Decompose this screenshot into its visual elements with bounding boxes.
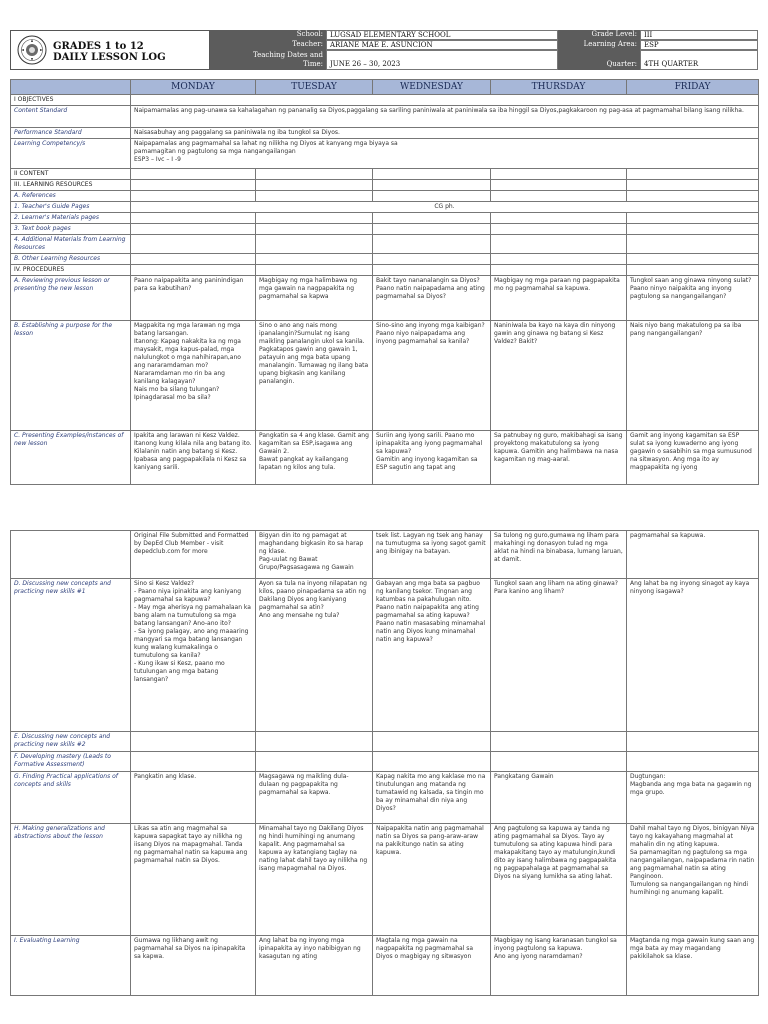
procedure-h-label: H. Making generalizations and abstractions about the lesson bbox=[11, 824, 131, 936]
area-label: Learning Area: bbox=[558, 40, 640, 50]
other-resources-label: B. Other Learning Resources bbox=[11, 254, 131, 265]
blank bbox=[373, 235, 491, 254]
content-standard-label: Content Standard bbox=[11, 106, 131, 128]
lesson-table-page-1 bbox=[10, 79, 759, 485]
blank bbox=[256, 213, 373, 224]
blank bbox=[256, 235, 373, 254]
blank bbox=[627, 213, 759, 224]
procedure-i-label: I. Evaluating Learning bbox=[11, 936, 131, 996]
continuation-monday: Original File Submitted and Formatted by DepEd Club Member - visit depedclub.com for more bbox=[131, 531, 256, 579]
procedure-h-tuesday: Minamahal tayo ng Dakilang Diyos ng hindi humihingi ng anumang kapalit. Ang pagmamahal sa kapuwa ay katangiang taglay na nating lahat dahil tayo ay nilikha ng isang mapagmahal na Diyos. bbox=[256, 824, 373, 936]
blank bbox=[256, 169, 373, 180]
lesson-log-page-1 bbox=[0, 0, 768, 476]
procedure-d-monday: Sino si Kesz Valdez? - Paano niya ipinakita ang kaniyang pagmamahal sa kapuwa? - May mga aherisya ng pamahalaan ka bang alam na tumutulong sa mga batang lansangan? Ano-ano ito? - Sa iyong palagay, ano ang maaaring mangyari sa mga batang lansangan kung walang kumakalinga o tumutulong sa kanila? - Kung ikaw si Kesz, paano mo tutulungan ang mga batang lansangan? bbox=[131, 579, 256, 732]
procedure-b-label: B. Establishing a purpose for the lesson bbox=[11, 321, 131, 431]
blank-header-cell bbox=[11, 80, 131, 95]
procedure-f-label: F. Developing mastery (Leads to Formative Assessment) bbox=[11, 752, 131, 772]
procedure-g-tuesday: Magsagawa ng maikling dula-dulaan ng pagpapakita ng pagmamahal sa kapwa. bbox=[256, 772, 373, 824]
title-line-1: GRADES 1 to 12 bbox=[53, 41, 144, 52]
procedure-row-a bbox=[11, 276, 759, 321]
deped-seal-icon bbox=[17, 35, 47, 65]
blank bbox=[256, 254, 373, 265]
procedure-a-wednesday: Bakit tayo nananalangin sa Diyos? Paano natin naipapadama ang ating pagmamahal sa Diyos? bbox=[373, 276, 491, 321]
blank bbox=[627, 265, 759, 276]
procedure-d-tuesday: Ayon sa tula na inyong nilapatan ng kilos, paano pinapadama sa atin ng Dakilang Diyos ang kaniyang pagmamahal sa atin? Ano ang mensahe ng tula? bbox=[256, 579, 373, 732]
continuation-thursday: Sa tulong ng guro,gumawa ng liham para makahingi ng donasyon tulad ng mga aklat na hindi na binabasa, lumang laruan, at damit. bbox=[491, 531, 627, 579]
blank bbox=[491, 191, 627, 202]
performance-standard-text: Naisasabuhay ang paggalang sa paniniwala ng iba tungkol sa Diyos. bbox=[131, 128, 759, 139]
procedure-i-friday: Magtanda ng mga gawain kung saan ang mga bata ay may magandang pakikilahok sa klase. bbox=[627, 936, 759, 996]
lesson-log-header bbox=[10, 30, 758, 70]
procedure-b-monday: Magpakita ng mga larawan ng mga batang larsangan. Itanong: Kapag nakakita ka ng mga maysakit, mga kapus-palad, mga nalulungkot o mga nahihirapan,ano ang nararamdaman mo? Nararamdaman mo rin ba ang kanilang kalagayan? Nais mo ba silang tulungan? Ipinagdarasal mo ba sila? bbox=[131, 321, 256, 431]
area-value: ESP bbox=[640, 40, 758, 50]
blank bbox=[373, 180, 491, 191]
dates-label: Teaching Dates and Time: bbox=[210, 50, 326, 70]
blank bbox=[131, 169, 256, 180]
procedure-h-thursday: Ang pagtulong sa kapuwa ay tanda ng ating pagmamahal sa Diyos. Tayo ay tumutulong sa ating kapuwa hindi para makapakitang tayo ay matulungin,kundi dito ay isang halimbawa ng pagpapakita ng pagpapahalaga at pagmamahal sa Diyos na siyang lumikha sa ating lahat. bbox=[491, 824, 627, 936]
day-tuesday: TUESDAY bbox=[256, 80, 373, 95]
other-resources-row bbox=[11, 254, 759, 265]
performance-standard-label: Performance Standard bbox=[11, 128, 131, 139]
logo-box bbox=[10, 30, 210, 70]
blank bbox=[131, 254, 256, 265]
grade-label: Grade Level: bbox=[558, 30, 640, 40]
blank bbox=[491, 254, 627, 265]
procedure-g-thursday: Pangkatang Gawain bbox=[491, 772, 627, 824]
teacher-value: ARIANE MAE E. ASUNCION bbox=[326, 40, 558, 50]
learner-materials-label: 2. Learner's Materials pages bbox=[11, 213, 131, 224]
day-friday: FRIDAY bbox=[627, 80, 759, 95]
procedure-b-thursday: Naniniwala ba kayo na kaya din ninyong gawin ang ginawa ng batang si Kesz Valdez? Bakit? bbox=[491, 321, 627, 431]
blank bbox=[131, 191, 256, 202]
procedure-b-wednesday: Sino-sino ang inyong mga kaibigan? Paano niyo naipapadama ang inyong pagmamahal sa kanila? bbox=[373, 321, 491, 431]
lesson-log-page-2 bbox=[0, 530, 768, 1024]
procedure-g-wednesday: Kapag nakita mo ang kaklase mo na tinutulungan ang matanda ng tumatawid ng kalsada, sa tingin mo ba ay minamahal din niya ang Diyos? bbox=[373, 772, 491, 824]
blank bbox=[627, 235, 759, 254]
day-thursday: THURSDAY bbox=[491, 80, 627, 95]
quarter-label: Quarter: bbox=[558, 60, 640, 70]
continuation-row bbox=[11, 531, 759, 579]
resources-heading: III. LEARNING RESOURCES bbox=[11, 180, 131, 191]
procedure-i-monday: Gumawa ng likhang awit ng pagmamahal sa Diyos na ipinapakita sa kapwa. bbox=[131, 936, 256, 996]
blank bbox=[491, 235, 627, 254]
content-heading: II CONTENT bbox=[11, 169, 131, 180]
school-value: LUGSAD ELEMENTARY SCHOOL bbox=[326, 30, 558, 40]
procedure-row-d bbox=[11, 579, 759, 732]
blank bbox=[373, 213, 491, 224]
procedure-i-thursday: Magbigay ng isang karanasan tungkol sa inyong pagtulong sa kapuwa. Ano ang iyong naramdaman? bbox=[491, 936, 627, 996]
procedure-f-monday bbox=[131, 752, 256, 772]
procedure-f-tuesday bbox=[256, 752, 373, 772]
blank bbox=[131, 213, 256, 224]
blank bbox=[256, 191, 373, 202]
additional-materials-row bbox=[11, 235, 759, 254]
teacher-guide-label: 1. Teacher's Guide Pages bbox=[11, 202, 131, 213]
procedure-c-label: C. Presenting Examples/instances of new lesson bbox=[11, 431, 131, 485]
blank bbox=[131, 235, 256, 254]
competency-text: Naipapamalas ang pagmamahal sa lahat ng nilikha ng Diyos at kanyang mga biyaya sa pamamagitan ng pagtulong sa mga nangangailangan ESP3 – Ivc – I -9 bbox=[131, 139, 759, 169]
learner-materials-row bbox=[11, 213, 759, 224]
blank bbox=[627, 191, 759, 202]
procedure-f-wednesday bbox=[373, 752, 491, 772]
procedure-row-b bbox=[11, 321, 759, 431]
procedure-h-friday: Dahil mahal tayo ng Diyos, binigyan Niya tayo ng kakayahang magmahal at mahalin din ng ating kapuwa. Sa pamamagitan ng pagtulong sa mga nangangailangan, naipapadama rin natin ang pagmamahal natin sa ating Panginoon. Tumulong sa nangangailangan ng hindi humihingi ng anumang kapalit. bbox=[627, 824, 759, 936]
blank bbox=[373, 254, 491, 265]
procedures-row bbox=[11, 265, 759, 276]
procedure-d-thursday: Tungkol saan ang liham na ating ginawa? Para kanino ang liham? bbox=[491, 579, 627, 732]
procedure-row-f bbox=[11, 752, 759, 772]
blank bbox=[256, 224, 373, 235]
cg-pages: CG ph. bbox=[131, 202, 759, 213]
procedure-row-e bbox=[11, 732, 759, 752]
continuation-label bbox=[11, 531, 131, 579]
blank bbox=[491, 224, 627, 235]
teacher-guide-row bbox=[11, 202, 759, 213]
blank bbox=[131, 265, 256, 276]
procedure-f-friday bbox=[627, 752, 759, 772]
continuation-tuesday: Bigyan din ito ng pamagat at maghandang bigkasin ito sa harap ng klase. Pag-uulat ng Bawat Grupo/Pagsasagawa ng Gawain bbox=[256, 531, 373, 579]
procedure-a-monday: Paano naipapakita ang paninindigan para sa kabutihan? bbox=[131, 276, 256, 321]
procedure-g-monday: Pangkatin ang klase. bbox=[131, 772, 256, 824]
procedure-i-wednesday: Magtala ng mga gawain na nagpapakita ng pagmamahal sa Diyos o magbigay ng sitwasyon bbox=[373, 936, 491, 996]
procedure-b-tuesday: Sino o ano ang nais mong ipanalangin?Sumulat ng isang maikling panalangin ukol sa kanila. Pagkatapos gawin ang gawain 1, patayuin ang mga bata upang manalangin. Tumawag ng ilang bata upang bigkasin ang kanilang panalangin. bbox=[256, 321, 373, 431]
procedure-row-c bbox=[11, 431, 759, 485]
objectives-blank bbox=[131, 95, 759, 106]
procedure-a-tuesday: Magbigay ng mga halimbawa ng mga gawain na nagpapakita ng pagmamahal sa kapwa bbox=[256, 276, 373, 321]
procedure-row-h bbox=[11, 824, 759, 936]
textbook-row bbox=[11, 224, 759, 235]
procedure-g-friday: Dugtungan: Magbanda ang mga bata na gagawin ng mga grupo. bbox=[627, 772, 759, 824]
continuation-friday: pagmamahal sa kapuwa. bbox=[627, 531, 759, 579]
blank bbox=[627, 180, 759, 191]
textbook-label: 3. Text book pages bbox=[11, 224, 131, 235]
content-standard-text: Naipamamalas ang pag-unawa sa kahalagahan ng pananalig sa Diyos,paggalang sa sariling paniniwala at paniniwala sa iba hinggil sa Diyos,pagkakaroon ng pag-asa at pagmamahal bilang isang nilikha. bbox=[131, 106, 759, 128]
procedure-e-label: E. Discussing new concepts and practicing new skills #2 bbox=[11, 732, 131, 752]
procedure-d-friday: Ang lahat ba ng inyong sinagot ay kaya ninyong isagawa? bbox=[627, 579, 759, 732]
blank bbox=[131, 180, 256, 191]
blank bbox=[627, 224, 759, 235]
log-title bbox=[53, 41, 166, 63]
procedure-c-friday: Gamit ang inyong kagamitan sa ESP sulat sa iyong kuwaderno ang iyong gagawin o sasabihin sa mga sumusunod na sitwasyon. Ang mga ito ay magpapakita ng iyong bbox=[627, 431, 759, 485]
blank bbox=[627, 254, 759, 265]
procedure-e-tuesday bbox=[256, 732, 373, 752]
procedure-e-thursday bbox=[491, 732, 627, 752]
blank bbox=[373, 191, 491, 202]
title-line-2: DAILY LESSON LOG bbox=[53, 52, 166, 63]
procedure-h-wednesday: Naipapakita natin ang pagmamahal natin sa Diyos sa pang-araw-araw na pakikitungo natin sa ating kapuwa. bbox=[373, 824, 491, 936]
procedure-a-friday: Tungkol saan ang ginawa ninyong sulat? Paano ninyo naipakita ang inyong pagtulong sa nangangailangan? bbox=[627, 276, 759, 321]
procedure-c-monday: Ipakita ang larawan ni Kesz Valdez. Itanong kung kilala nila ang batang ito. Kilalanin natin ang batang si Kesz. Ipabasa ang pagpapakilala ni Kesz sa kaniyang sarili. bbox=[131, 431, 256, 485]
blank bbox=[373, 224, 491, 235]
blank bbox=[491, 265, 627, 276]
objectives-heading: I OBJECTIVES bbox=[11, 95, 131, 106]
blank bbox=[373, 169, 491, 180]
blank bbox=[131, 224, 256, 235]
blank bbox=[491, 169, 627, 180]
additional-materials-label: 4. Additional Materials from Learning Resources bbox=[11, 235, 131, 254]
blank bbox=[491, 213, 627, 224]
procedure-e-wednesday bbox=[373, 732, 491, 752]
procedure-h-monday: Likas sa atin ang magmahal sa kapuwa sapagkat tayo ay nilikha ng iisang Diyos na mapagmahal. Tanda ng pagmamahal natin sa kapuwa ang pagmamahal natin sa Diyos. bbox=[131, 824, 256, 936]
procedures-heading: IV. PROCEDURES bbox=[11, 265, 131, 276]
references-row bbox=[11, 191, 759, 202]
blank bbox=[491, 180, 627, 191]
header-info-grid bbox=[210, 30, 758, 70]
dates-value: JUNE 26 – 30, 2023 bbox=[326, 50, 558, 70]
lesson-table-page-2 bbox=[10, 530, 759, 996]
procedure-g-label: G. Finding Practical applications of concepts and skills bbox=[11, 772, 131, 824]
procedure-d-label: D. Discussing new concepts and practicing new skills #1 bbox=[11, 579, 131, 732]
blank bbox=[373, 265, 491, 276]
day-header-row bbox=[11, 80, 759, 95]
day-monday: MONDAY bbox=[131, 80, 256, 95]
blank bbox=[627, 169, 759, 180]
procedure-f-thursday bbox=[491, 752, 627, 772]
procedure-e-friday bbox=[627, 732, 759, 752]
resources-row bbox=[11, 180, 759, 191]
school-label: School: bbox=[210, 30, 326, 40]
grade-value: III bbox=[640, 30, 758, 40]
procedure-c-tuesday: Pangkatin sa 4 ang klase. Gamit ang kagamitan sa ESP,isagawa ang Gawain 2. Bawat pangkat ay kailangang lapatan ng kilos ang tula. bbox=[256, 431, 373, 485]
procedure-b-friday: Nais niyo bang makatulong pa sa iba pang nangangailangan? bbox=[627, 321, 759, 431]
competency-row bbox=[11, 139, 759, 169]
content-row bbox=[11, 169, 759, 180]
procedure-row-g bbox=[11, 772, 759, 824]
teacher-label: Teacher: bbox=[210, 40, 326, 50]
references-label: A. References bbox=[11, 191, 131, 202]
procedure-i-tuesday: Ang lahat ba ng inyong mga ipinapakita ay inyo nabibigyan ng kasagutan ng ating bbox=[256, 936, 373, 996]
day-wednesday: WEDNESDAY bbox=[373, 80, 491, 95]
objectives-row bbox=[11, 95, 759, 106]
blank bbox=[256, 180, 373, 191]
procedure-c-thursday: Sa patnubay ng guro, makibahagi sa isang proyektong makatutulong sa iyong kapuwa. Gamitin ang halimbawa na nasa kagamitan ng mag-aaral. bbox=[491, 431, 627, 485]
performance-standard-row bbox=[11, 128, 759, 139]
quarter-value: 4TH QUARTER bbox=[640, 50, 758, 70]
procedure-c-wednesday: Suriin ang iyong sarili. Paano mo ipinapakita ang iyong pagmamahal sa kapuwa? Gamitin ang inyong kagamitan sa ESP sagutin ang tapat ang bbox=[373, 431, 491, 485]
procedure-a-label: A. Reviewing previous lesson or presenting the new lesson bbox=[11, 276, 131, 321]
procedure-row-i bbox=[11, 936, 759, 996]
procedure-d-wednesday: Gabayan ang mga bata sa pagbuo ng kanilang tsekor. Tingnan ang katumbas na pakahulugan nito. Paano natin naipapakita ang ating pagmamahal sa ating kapuwa? Paano natin masasabing minamahal natin ang Diyos kung minamahal natin ang kapuwa? bbox=[373, 579, 491, 732]
competency-label: Learning Competency/s bbox=[11, 139, 131, 169]
continuation-wednesday: tsek list. Lagyan ng tsek ang hanay na tumutugma sa iyong sagot gamit ang ibinigay na batayan. bbox=[373, 531, 491, 579]
content-standard-row bbox=[11, 106, 759, 128]
procedure-a-thursday: Magbigay ng mga paraan ng pagpapakita mo ng pagmamahal sa kapuwa. bbox=[491, 276, 627, 321]
blank bbox=[256, 265, 373, 276]
procedure-e-monday bbox=[131, 732, 256, 752]
